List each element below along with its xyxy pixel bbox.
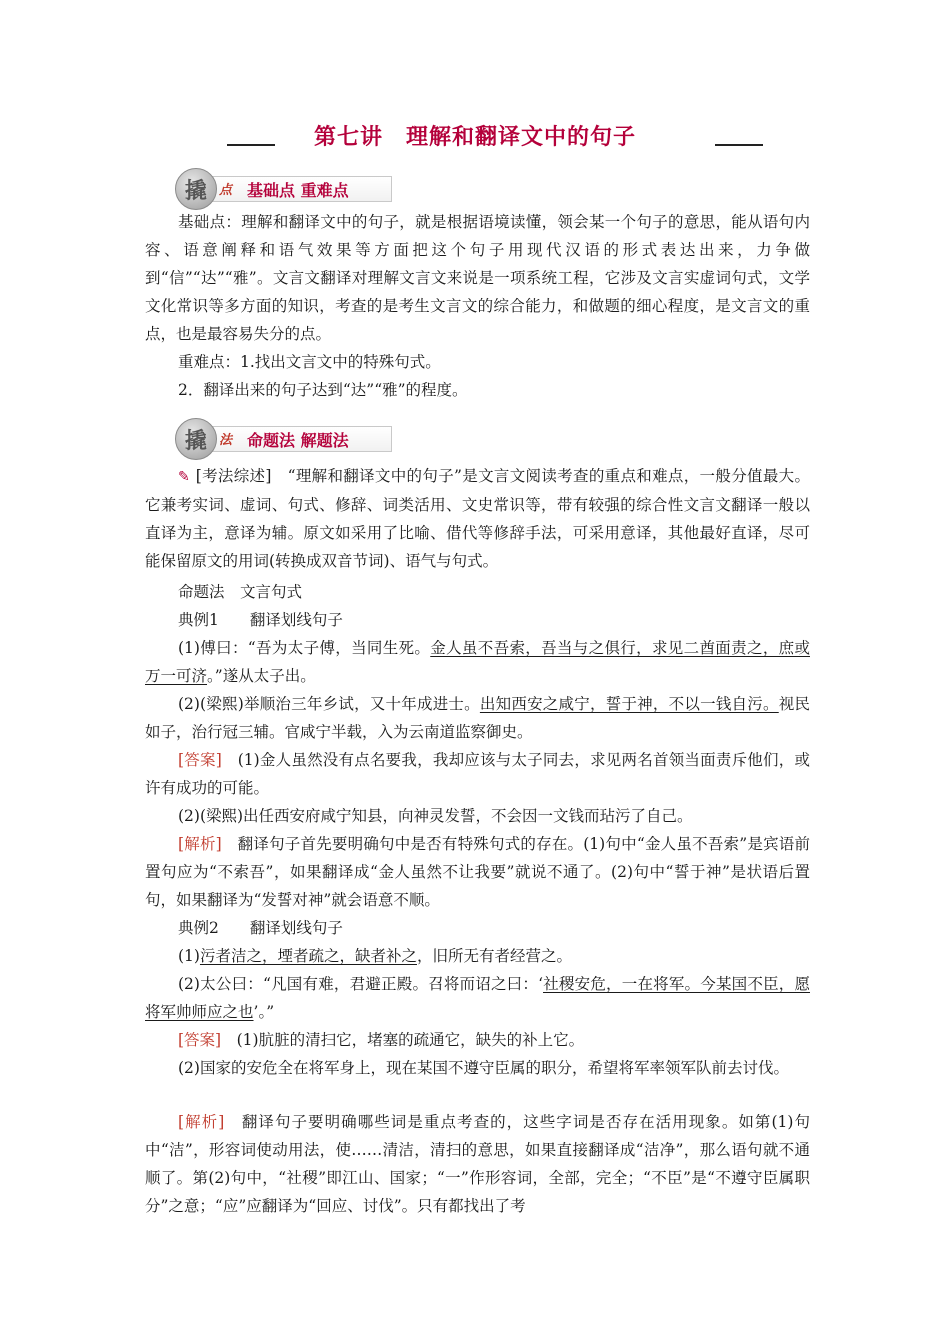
- banner-tag: [205, 426, 392, 452]
- banner-heading: 命题法 解题法: [247, 431, 349, 450]
- example1-heading: 典例1 翻译划线句子: [178, 611, 343, 629]
- overview-paragraph: [145, 462, 810, 575]
- underlined-sentence: 社稷安危，一在将军。今某国不臣，愿将军帅师应之也: [145, 975, 810, 1021]
- q-text: (1)傅曰：“吾为太子傅，当同生死。: [178, 639, 431, 657]
- q-text: ，旧所无有者经营之。: [416, 947, 572, 965]
- title-rule-right: [715, 144, 763, 146]
- example1-answer2: (2)(梁熙)出任西安府咸宁知县，向神灵发誓，不会因一文钱而玷污了自己。: [178, 807, 693, 825]
- underlined-sentence: 污者洁之，堙者疏之，缺者补之: [199, 947, 417, 965]
- key-points-paragraph: 重难点：1.找出文言文中的特殊句式。: [178, 353, 441, 371]
- q-text: (1): [178, 947, 200, 965]
- answer-label: [答案]: [178, 751, 222, 769]
- example2-analysis: [145, 1108, 810, 1220]
- banner-heading: 基础点 重难点: [247, 181, 349, 200]
- example2-heading: 典例2 翻译划线句子: [178, 919, 343, 937]
- banner-tag: [205, 176, 392, 202]
- answer-text: (1)肮脏的清扫它，堵塞的疏通它，缺失的补上它。: [236, 1031, 585, 1049]
- banner-small-char: 法: [219, 433, 233, 448]
- q-text: 视民如子，治行冠三辅。官咸宁半载，入为云南道监察御史。: [145, 695, 810, 741]
- basics-paragraph: 基础点：理解和翻译文中的句子，就是根据语境读懂，领会某一个句子的意思，能从语句内容、语意阐释和语气效果等方面把这个句子用现代汉语的形式表达出来，力争做到“信”“达”“雅”。文言文翻译对理解文言文来说是一项系统工程，它涉及文言实虚词句式，文学文化常识等多方面的知识，考查的是考生文言文的综合能力，和做题的细心程度，是文言文的重点，也是最容易失分的点。: [145, 213, 810, 343]
- analysis-label: [解析]: [178, 835, 222, 853]
- example1-question1: [145, 634, 810, 690]
- example2-answer: [145, 1026, 810, 1054]
- example1-analysis: [145, 830, 810, 914]
- q-text: 。”遂从太子出。: [207, 667, 316, 685]
- analysis-text: 翻译句子首先要明确句中是否有特殊句式的存在。(1)句中“金人虽不吾索”是宾语前置句应为“不索吾”，如果翻译成“金人虽然不让我要”就说不通了。(2)句中“誓于神”是状语后置句，如果翻译为“发誓对神”就会语意不顺。: [145, 835, 810, 909]
- underlined-sentence: 出知西安之咸宁，誓于神，不以一钱自污。: [479, 695, 779, 713]
- example2-question1: [145, 942, 810, 970]
- answer-label: [答案]: [178, 1031, 222, 1049]
- overview-label: [考法综述]: [195, 467, 272, 485]
- example2-answer2: (2)国家的安危全在将军身上，现在某国不遵守臣属的职分，希望将军率领军队前去讨伐。: [178, 1059, 789, 1077]
- analysis-label: [解析]: [178, 1113, 225, 1131]
- q-text: (2)(梁熙)举顺治三年乡试，又十年成进士。: [178, 695, 480, 713]
- page-title: 第七讲 理解和翻译文中的句子: [313, 125, 636, 150]
- q-text: (2)太公曰：“凡国有难，君避正殿。召将而诏之曰：‘: [178, 975, 544, 993]
- banner-small-char: 点: [219, 183, 233, 198]
- example1-answer: [145, 746, 810, 802]
- title-row: [145, 118, 805, 154]
- overview-text: “理解和翻译文中的句子”是文言文阅读考查的重点和难点，一般分值最大。它兼考实词、虚词、句式、修辞、词类活用、文史常识等，带有较强的综合性文言文翻译一般以直译为主，意译为辅。原文如采用了比喻、借代等修辞手法，可采用意译，其他最好直译，尽可能保留原文的用词(转换成双音节词)、语气与句式。: [145, 467, 810, 570]
- key-points-item-2: 2．翻译出来的句子达到“达”“雅”的程度。: [178, 381, 468, 399]
- section-banner-basics: [175, 168, 393, 208]
- method-heading: 命题法 文言句式: [178, 583, 303, 601]
- seal-icon: 撬: [175, 168, 217, 210]
- seal-icon: 撬: [175, 418, 217, 460]
- example1-question2: [145, 690, 810, 746]
- section-banner-methods: [175, 418, 393, 458]
- underlined-sentence: 金人虽不吾索，吾当与之俱行，求见二酋面责之，庶或万一可济: [145, 639, 810, 685]
- example2-question2: [145, 970, 810, 1026]
- brush-icon: ✎: [178, 469, 190, 485]
- answer-text: (1)金人虽然没有点名要我，我却应该与太子同去，求见两名首领当面责斥他们，或许有成功的可能。: [145, 751, 810, 797]
- analysis-text: 翻译句子要明确哪些词是重点考查的，这些字词是否存在活用现象。如第(1)句中“洁”，形容词使动用法，使……清洁，清扫的意思，如果直接翻译成“洁净”，那么语句就不通顺了。第(2)句中，“社稷”即江山、国家；“一”作形容词，全部，完全；“不臣”是“不遵守臣属职分”之意；“应”应翻译为“回应、讨伐”。只有都找出了考: [145, 1113, 810, 1215]
- q-text: ’。”: [253, 1003, 275, 1021]
